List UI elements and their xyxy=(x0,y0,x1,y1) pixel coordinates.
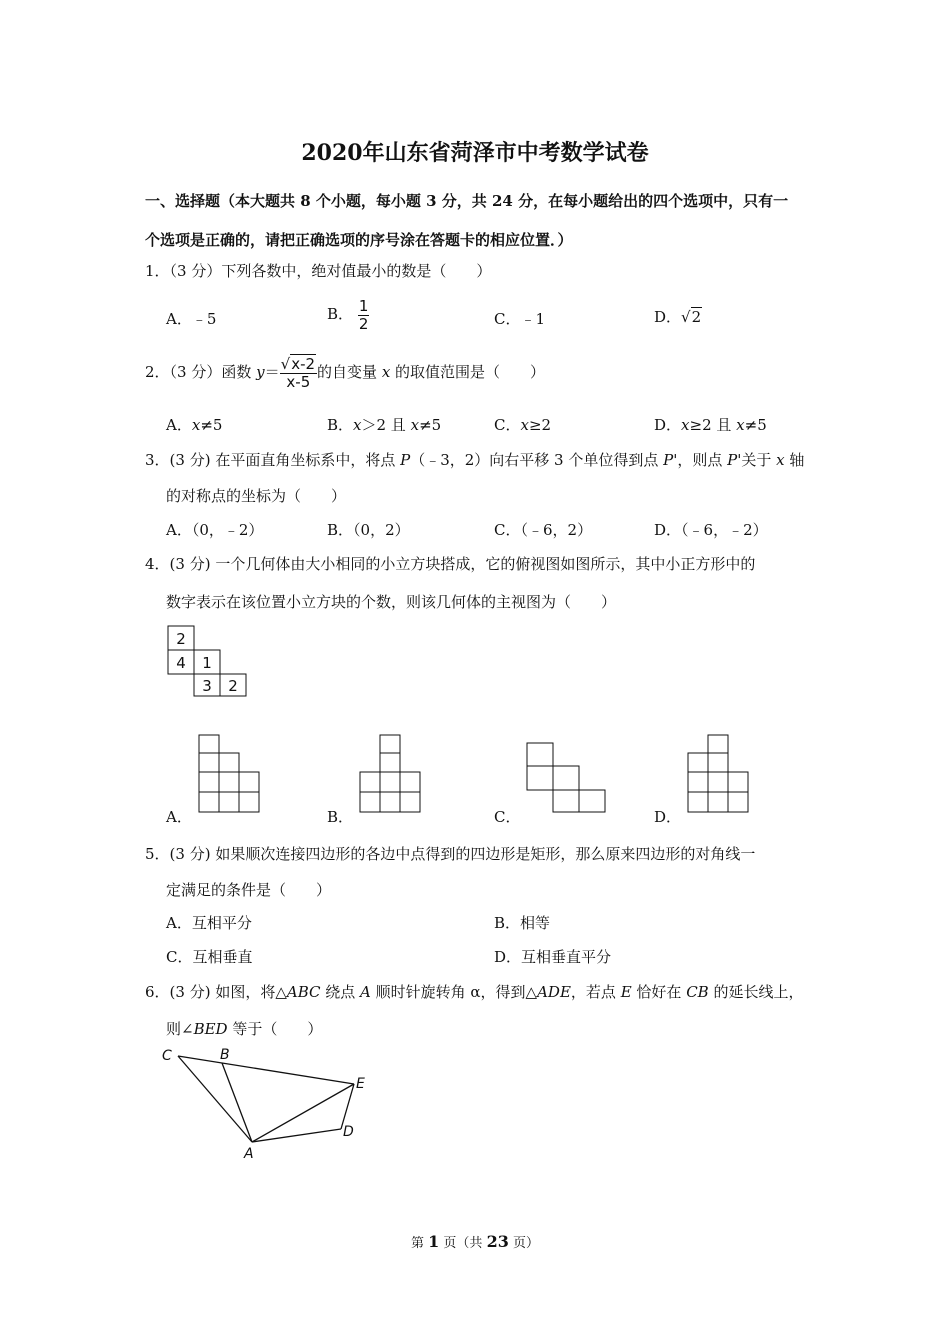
q2-c-rest: ≥2 xyxy=(528,416,552,434)
q2-c-x: x xyxy=(520,416,529,434)
q2-b-rest: ≠5 xyxy=(419,416,442,434)
grid-number: 2 xyxy=(228,677,238,695)
q2-var-y: y xyxy=(256,363,265,381)
q2-d-rest: ≠5 xyxy=(744,416,767,434)
q3-p3: ，则点 xyxy=(677,451,728,469)
q4-stem-line1: 4．(3 分) 一个几何体由大小相同的小立方块搭成，它的俯视图如图所示，其中小正方形中的 xyxy=(145,555,756,573)
q2-b-x: x xyxy=(353,416,362,434)
grid-number: 4 xyxy=(176,654,186,672)
q3-option-d: D．（﹣6，﹣2） xyxy=(654,521,768,539)
q5-option-b: B．相等 xyxy=(494,914,551,932)
q6-geometry-figure xyxy=(158,1044,380,1164)
q3-p5: 轴 xyxy=(784,451,805,469)
q6-p6: 的延长线上， xyxy=(708,983,804,1001)
q2-c-label: C． xyxy=(494,416,521,434)
q4-option-d-figure xyxy=(685,732,755,814)
q3-stem-line2: 的对称点的坐标为（ ） xyxy=(166,487,347,505)
q1-option-b xyxy=(327,298,369,332)
q3-point-p-prime-2: P' xyxy=(727,451,742,469)
q1-option-d-label: D． xyxy=(654,308,682,326)
q1-fraction-denominator: 2 xyxy=(358,314,369,333)
q2-fraction xyxy=(280,356,317,390)
q6-stem-line1 xyxy=(145,981,803,1002)
line-ca xyxy=(178,1056,252,1142)
q6-point-e: E xyxy=(620,983,632,1001)
sqrt-symbol-icon: √ xyxy=(280,355,291,373)
q4-option-b-figure xyxy=(357,732,427,814)
sqrt-symbol-icon: √ xyxy=(681,308,691,326)
q6-p4: ，若点 xyxy=(570,983,621,1001)
q2-a-rest: ≠5 xyxy=(200,416,223,434)
q2-option-d xyxy=(654,414,767,435)
line-ba xyxy=(222,1063,252,1142)
q1-radicand: 2 xyxy=(691,308,702,326)
grid-number: 1 xyxy=(202,654,212,672)
q2-num-radicand: x-2 xyxy=(291,355,316,373)
q2-d-x2: x xyxy=(736,416,745,434)
q1-fraction xyxy=(358,298,370,332)
label-d: D xyxy=(343,1124,354,1140)
q4-option-c: C． xyxy=(494,808,521,826)
label-c: C xyxy=(162,1048,172,1064)
q5-option-d: D．互相垂直平分 xyxy=(494,948,612,966)
q6-l2a: 则∠ xyxy=(166,1020,194,1038)
q6-p1: 6．(3 分) 如图，将△ xyxy=(145,983,287,1001)
q2-b-x2: x xyxy=(410,416,420,434)
q1-fraction-numerator: 1 xyxy=(358,297,369,315)
q6-p3: 顺时针旋转角 α，得到△ xyxy=(370,983,538,1001)
q4-top-view-grid xyxy=(166,624,248,698)
q3-option-c: C．（﹣6，2） xyxy=(494,521,593,539)
footer-page-number: 1 xyxy=(428,1232,440,1251)
q4-option-b: B． xyxy=(327,808,354,826)
q3-option-a: A．（0，﹣2） xyxy=(166,521,264,539)
page-title: 2020年山东省菏泽市中考数学试卷 xyxy=(301,140,649,166)
q2-stem xyxy=(145,356,545,390)
footer-post: 页） xyxy=(508,1236,539,1251)
q2-option-b xyxy=(327,414,441,435)
q2-d-label: D． xyxy=(654,416,682,434)
q1-option-a: A．﹣5 xyxy=(166,310,217,328)
q1-option-d xyxy=(654,306,702,327)
q4-option-c-figure xyxy=(524,740,608,814)
grid-number: 3 xyxy=(202,677,212,695)
q2-d-mid: ≥2 且 xyxy=(689,416,737,434)
q5-option-a: A．互相平分 xyxy=(166,914,252,932)
q1-stem: 1．（3 分）下列各数中，绝对值最小的数是（ ） xyxy=(145,262,492,280)
q1-option-c: C．﹣1 xyxy=(494,310,546,328)
label-a: A xyxy=(244,1146,254,1162)
q2-equals: ＝ xyxy=(264,363,280,381)
q6-stem-line2 xyxy=(166,1018,322,1039)
q2-a-label: A． xyxy=(166,416,192,434)
q2-option-c xyxy=(494,414,551,435)
q6-point-a: A xyxy=(360,983,371,1001)
q3-stem-line1 xyxy=(145,449,804,470)
q2-suffix-a: 的自变量 xyxy=(317,363,382,381)
q5-stem-line2: 定满足的条件是（ ） xyxy=(166,881,332,899)
line-da xyxy=(252,1129,341,1142)
q3-p4: 关于 xyxy=(741,451,777,469)
q6-segment-cb: CB xyxy=(686,983,709,1001)
q6-l2b: 等于（ ） xyxy=(227,1020,323,1038)
page-footer xyxy=(0,1232,950,1251)
q2-numerator xyxy=(280,356,317,374)
q3-p1: 3．(3 分) 在平面直角坐标系中，将点 xyxy=(145,451,401,469)
q2-a-x: x xyxy=(191,416,201,434)
q2-suffix-b: 的取值范围是（ ） xyxy=(390,363,546,381)
q5-stem-line1: 5．(3 分) 如果顺次连接四边形的各边中点得到的四边形是矩形，那么原来四边形的对角线一 xyxy=(145,845,756,863)
q5-option-c: C．互相垂直 xyxy=(166,948,253,966)
q1-option-b-label: B． xyxy=(327,305,354,323)
footer-mid: 页（共 xyxy=(439,1236,487,1251)
q6-p5: 恰好在 xyxy=(631,983,687,1001)
label-b: B xyxy=(220,1047,230,1063)
q6-angle-bed: BED xyxy=(193,1020,228,1038)
footer-total-pages: 23 xyxy=(486,1232,509,1251)
q2-denominator: x-5 xyxy=(286,372,311,391)
q4-stem-line2: 数字表示在该位置小立方块的个数，则该几何体的主视图为（ ） xyxy=(166,593,617,611)
q4-option-d: D． xyxy=(654,808,682,826)
q2-suffix-var: x xyxy=(381,363,391,381)
q2-option-a xyxy=(166,414,222,435)
q4-option-a: A． xyxy=(166,808,192,826)
q2-b-label: B． xyxy=(327,416,354,434)
section-heading-line1: 一、选择题（本大题共 8 个小题，每小题 3 分，共 24 分，在每小题给出的四个选项中，只有一 xyxy=(145,192,789,210)
q4-option-a-figure xyxy=(196,732,266,814)
q6-triangle-ade: ADE xyxy=(537,983,571,1001)
q2-d-x: x xyxy=(681,416,690,434)
q2-b-mid: ＞2 且 xyxy=(361,416,411,434)
q3-x: x xyxy=(776,451,785,469)
line-ae xyxy=(252,1084,354,1142)
footer-pre: 第 xyxy=(411,1236,429,1251)
q2-prefix: 2．（3 分）函数 xyxy=(145,363,257,381)
q3-option-b: B．（0，2） xyxy=(327,521,410,539)
label-e: E xyxy=(356,1076,365,1092)
q6-triangle-abc: ABC xyxy=(286,983,321,1001)
q3-p2: （﹣3，2）向右平移 3 个单位得到点 xyxy=(410,451,664,469)
q3-point-p-prime: P' xyxy=(663,451,678,469)
line-ce xyxy=(178,1056,354,1084)
q6-p2: 绕点 xyxy=(320,983,361,1001)
q3-point-p: P xyxy=(400,451,411,469)
grid-number: 2 xyxy=(176,630,186,648)
section-heading-line2: 个选项是正确的，请把正确选项的序号涂在答题卡的相应位置．） xyxy=(145,231,573,249)
